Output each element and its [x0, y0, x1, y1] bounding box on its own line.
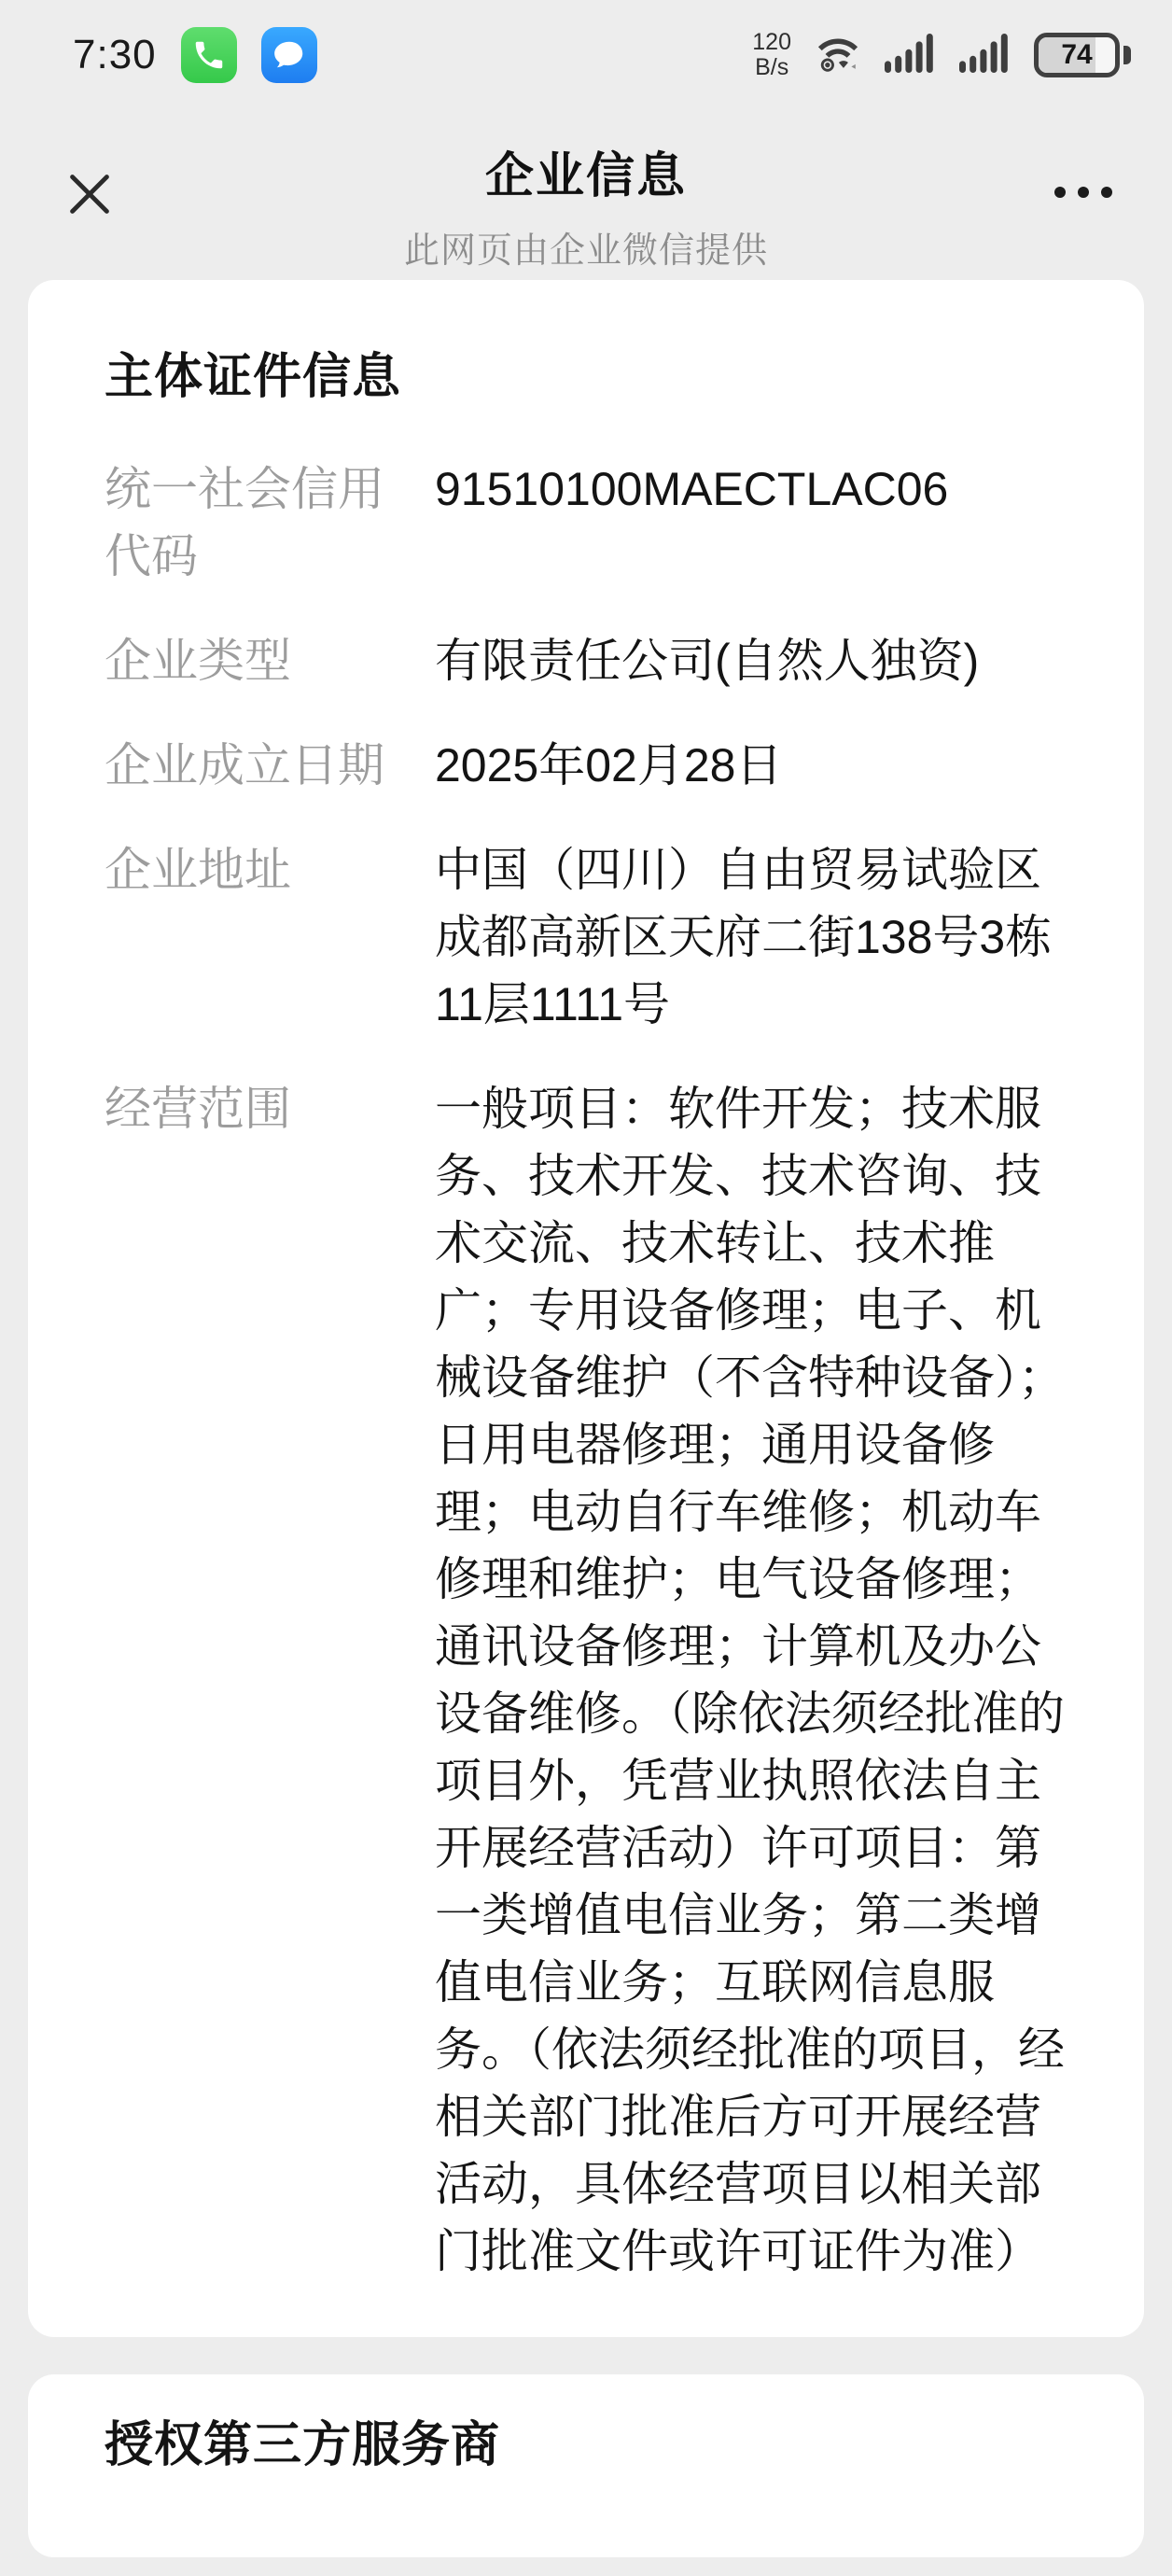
- network-speed-value: 120: [752, 29, 791, 55]
- field-label: 统一社会信用代码: [105, 463, 384, 582]
- field-value: 中国（四川）自由贸易试验区成都高新区天府二街138号3栋11层1111号: [435, 844, 1053, 1030]
- more-dot: [1101, 187, 1112, 198]
- field-row-credit-code: [105, 455, 1069, 590]
- network-speed-indicator: [752, 30, 791, 80]
- battery-percent-text: 74: [1061, 39, 1093, 70]
- field-row-founding-date: [105, 732, 1069, 799]
- navbar-title-block: [0, 97, 1172, 273]
- phone-notification-icon: [181, 27, 237, 83]
- battery-body: [1034, 33, 1120, 77]
- field-label: 经营范围: [105, 1083, 291, 1135]
- field-label: 企业类型: [105, 635, 291, 687]
- close-button[interactable]: [60, 164, 119, 224]
- field-label: 企业成立日期: [105, 739, 384, 791]
- cellular-signal-icon-sim2: [959, 32, 1012, 79]
- field-value: 91510100MAECTLAC06: [435, 463, 949, 515]
- navbar: [0, 97, 1172, 271]
- clock-text: 7:30: [73, 32, 157, 77]
- field-row-company-type: [105, 627, 1069, 694]
- more-options-button[interactable]: [1054, 187, 1112, 198]
- page-subtitle: 此网页由企业微信提供: [403, 231, 768, 271]
- field-row-business-scope: [105, 1075, 1069, 2285]
- status-bar: [0, 0, 1172, 97]
- wifi-icon: [814, 32, 862, 79]
- battery-icon: [1034, 33, 1131, 77]
- more-dot: [1054, 187, 1066, 198]
- field-value: 有限责任公司(自然人独资): [435, 635, 980, 687]
- page-title: 企业信息: [484, 149, 687, 203]
- section-title-certificate-info: 主体证件信息: [105, 350, 402, 404]
- third-party-provider-card: [28, 2374, 1144, 2557]
- status-bar-left: [73, 27, 317, 83]
- battery-nub: [1123, 46, 1131, 64]
- field-row-company-address: [105, 836, 1069, 1038]
- more-dot: [1078, 187, 1089, 198]
- page-content: [0, 271, 1172, 2557]
- field-value: 2025年02月28日: [435, 739, 783, 791]
- status-bar-right: [752, 30, 1131, 80]
- cellular-signal-icon-sim1: [885, 32, 937, 79]
- section-title-third-party-provider: 授权第三方服务商: [105, 2418, 501, 2472]
- network-speed-unit: B/s: [755, 54, 789, 80]
- messages-notification-icon: [261, 27, 317, 83]
- field-value: 一般项目：软件开发；技术服务、技术开发、技术咨询、技术交流、技术转让、技术推广；专用设备修理；电子、机械设备维护（不含特种设备）；日用电器修理；通用设备修理；电动自行车维修；机动车修理和维护；电气设备修理；通讯设备修理；计算机及办公设备维修。（除依法须经批准的项目外，凭营业执照依法自主开展经营活动）许可项目：第一类增值电信业务；第二类增值电信业务；互联网信息服务。（依法须经批准的项目，经相关部门批准后方可开展经营活动，具体经营项目以相关部门批准文件或许可证件为准）: [435, 1083, 1065, 2277]
- field-label: 企业地址: [105, 844, 291, 896]
- certificate-info-card: [28, 280, 1144, 2337]
- close-icon: [65, 170, 114, 218]
